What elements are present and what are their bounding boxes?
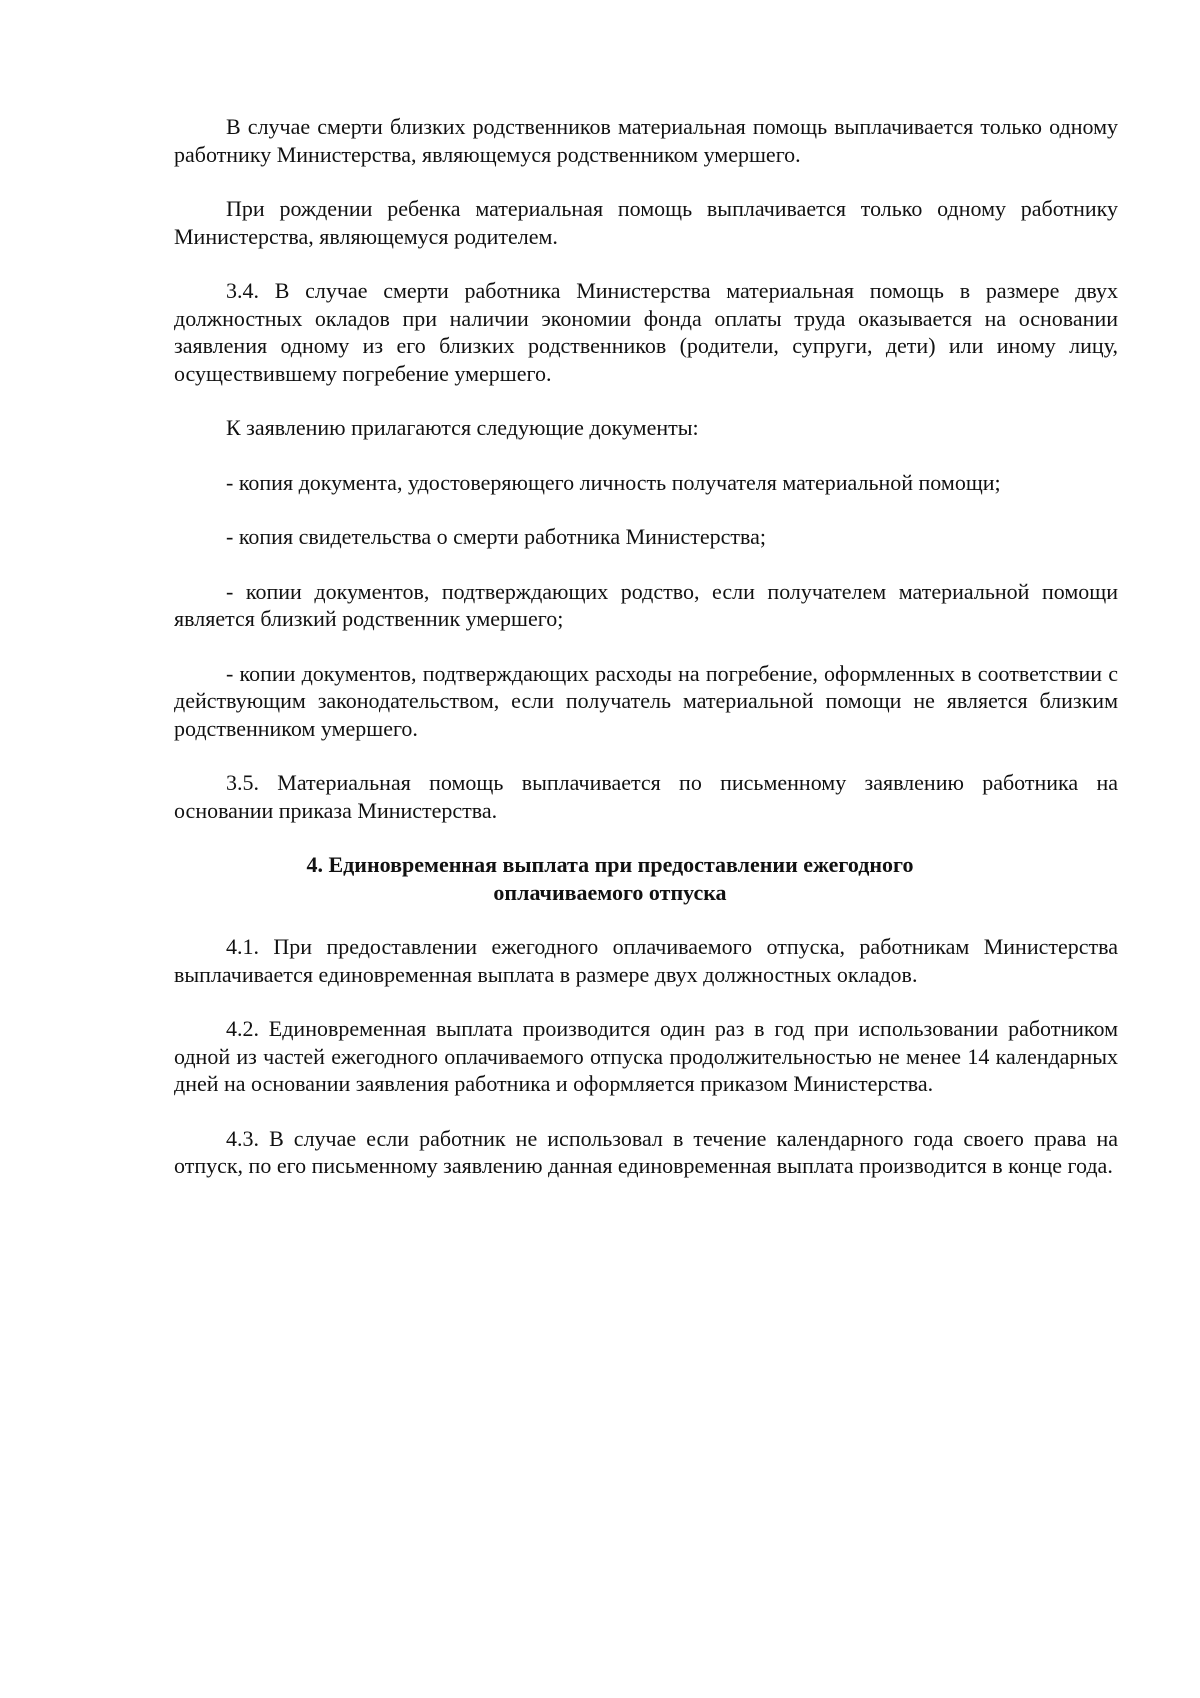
section-heading-line-2: оплачиваемого отпуска	[493, 879, 727, 905]
paragraph-4-2: 4.2. Единовременная выплата производится один раз в год при использовании работником одной из частей ежегодного оплачиваемого отпуска продолжительностью не менее 14 календарных дней на основании заявления работника и оформляется приказом Министерства.	[174, 1016, 1118, 1096]
paragraph-4-3: 4.3. В случае если работник не использовал в течение календарного года своего права на отпуск, по его письменному заявлению данная единовременная выплата производится в конце года.	[174, 1125, 1118, 1178]
paragraph-child-birth: При рождении ребенка материальная помощь выплачивается только одному работнику Министерства, являющемуся родителем.	[174, 196, 1118, 249]
list-item-funeral-expenses: - копии документов, подтверждающих расходы на погребение, оформленных в соответствии с действующим законодательством, если получатель материальной помощи не является близким родственником умершего.	[174, 660, 1118, 741]
section-heading-4	[174, 851, 1118, 906]
paragraph-3-4: 3.4. В случае смерти работника Министерства материальная помощь в размере двух должностных окладов при наличии экономии фонда оплаты труда оказывается на основании заявления одному из его близких родственников (родители, супруги, дети) или иному лицу, осуществившему погребение умершего.	[174, 278, 1118, 386]
paragraph-relatives-death: В случае смерти близких родственников материальная помощь выплачивается только одному работнику Министерства, являющемуся родственником умершего.	[174, 114, 1118, 167]
paragraph-documents-intro: К заявлению прилагаются следующие документы:	[226, 415, 699, 440]
paragraph-4-1: 4.1. При предоставлении ежегодного оплачиваемого отпуска, работникам Министерства выплачивается единовременная выплата в размере двух должностных окладов.	[174, 934, 1118, 987]
list-item-kinship-documents: - копии документов, подтверждающих родство, если получателем материальной помощи является близкий родственник умершего;	[174, 578, 1118, 631]
list-item-death-certificate: - копия свидетельства о смерти работника Министерства;	[226, 524, 766, 549]
list-item-identity-copy: - копия документа, удостоверяющего личность получателя материальной помощи;	[226, 469, 1001, 495]
section-heading-line-1: 4. Единовременная выплата при предоставлении ежегодного	[306, 852, 914, 877]
document-body	[174, 113, 1118, 1207]
paragraph-3-5: 3.5. Материальная помощь выплачивается по письменному заявлению работника на основании приказа Министерства.	[174, 770, 1118, 823]
